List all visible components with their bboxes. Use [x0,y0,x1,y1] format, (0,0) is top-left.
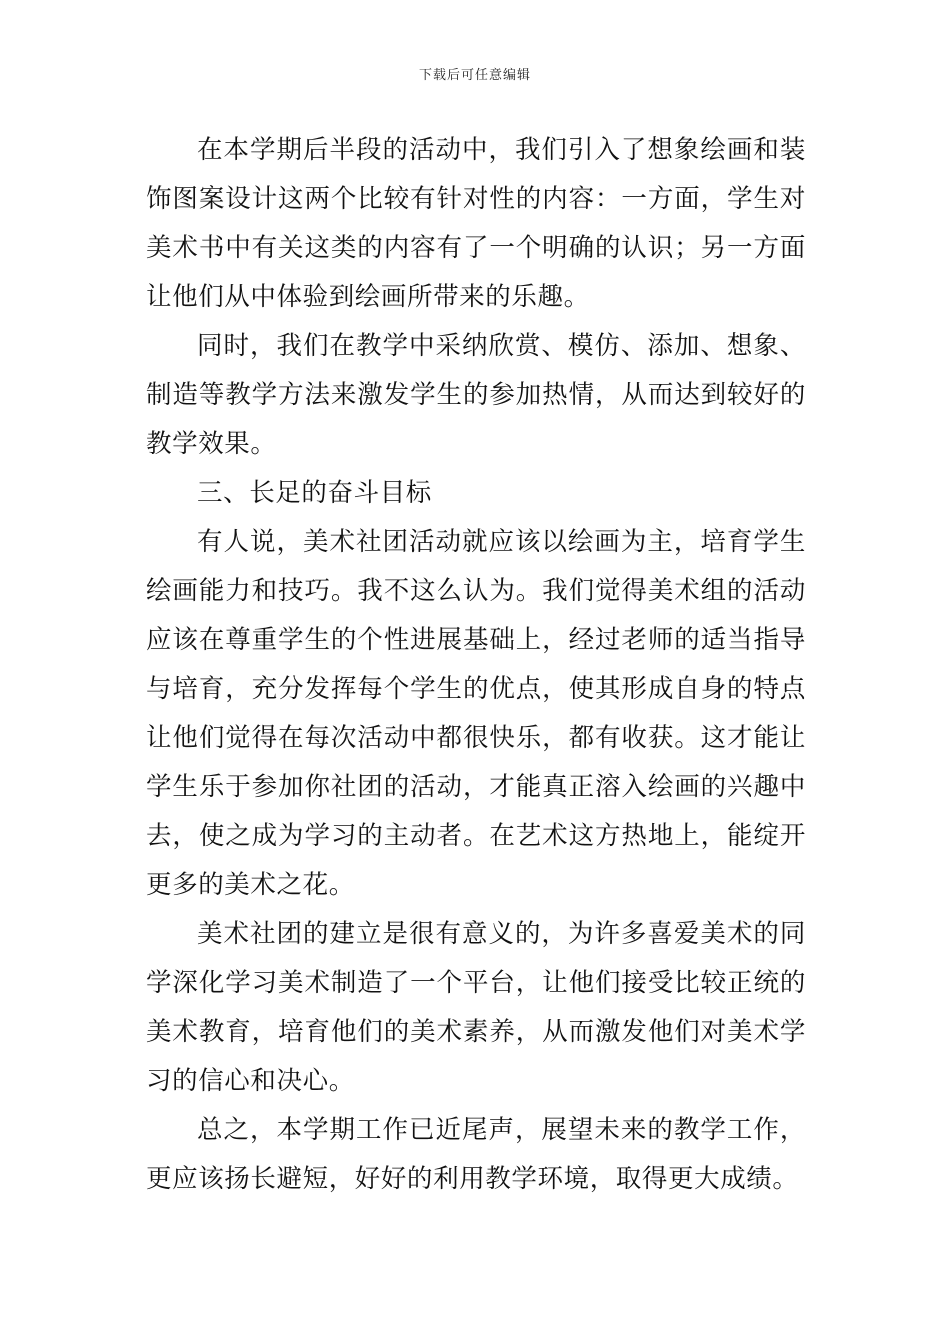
paragraph-art-content-intro: 在本学期后半段的活动中，我们引入了想象绘画和装饰图案设计这两个比较有针对性的内容：一方面，学生对美术书中有关这类的内容有了一个明确的认识；另一方面让他们从中体验到绘画所带来的乐趣。 [146,135,806,312]
document-body [146,126,806,1204]
section-heading-goals: 三、长足的奋斗目标 [197,478,432,508]
paragraph-club-significance: 美术社团的建立是很有意义的，为许多喜爱美术的同学深化学习美术制造了一个平台，让他们接受比较正统的美术教育，培育他们的美术素养，从而激发他们对美术学习的信心和决心。 [146,919,806,1096]
paragraph-conclusion: 总之，本学期工作已近尾声，展望未来的教学工作，更应该扬长避短，好好的利用教学环境，取得更大成绩。 [146,1115,806,1194]
paragraph-teaching-methods: 同时，我们在教学中采纳欣赏、模仿、添加、想象、制造等教学方法来激发学生的参加热情，从而达到较好的教学效果。 [146,331,806,459]
page-header: 下载后可任意编辑 [418,68,531,83]
paragraph-club-philosophy: 有人说，美术社团活动就应该以绘画为主，培育学生绘画能力和技巧。我不这么认为。我们觉得美术组的活动应该在尊重学生的个性进展基础上，经过老师的适当指导与培育，充分发挥每个学生的优点，使其形成自身的特点让他们觉得在每次活动中都很快乐，都有收获。这才能让学生乐于参加你社团的活动，才能真正溶入绘画的兴趣中去，使之成为学习的主动者。在艺术这方热地上，能绽开更多的美术之花。 [146,527,806,900]
